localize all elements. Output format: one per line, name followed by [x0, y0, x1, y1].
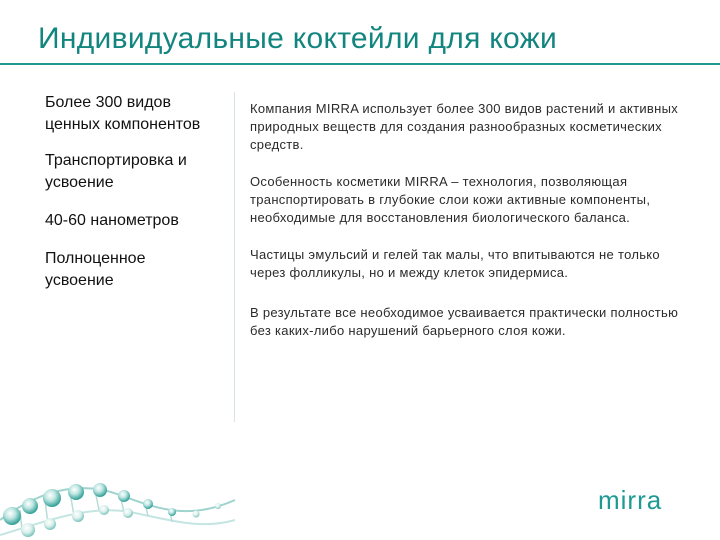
key-point-absorption: Полноценное усвоение — [45, 250, 146, 289]
description-column — [250, 100, 690, 340]
page-title: Индивидуальные коктейли для кожи — [38, 22, 558, 55]
key-point-nanometers: 40-60 нанометров — [45, 212, 179, 229]
title-underline — [0, 63, 720, 65]
paragraph-components: Компания MIRRA использует более 300 видов растений и активных природных веществ для создания разнообразных косметических средств. — [250, 101, 679, 152]
dna-helix-decoration-icon — [0, 450, 240, 540]
key-point-components: Более 300 видов ценных компонентов — [45, 94, 201, 133]
paragraph-result: В результате все необходимое усваивается практически полностью без каких-либо нарушений барьерного слоя кожи. — [250, 305, 679, 338]
mirra-logo — [598, 488, 696, 514]
paragraph-technology: Особенность косметики MIRRA – технология, позволяющая транспортировать в глубокие слои кожи активные компоненты, необходимые для восстановления биологического баланса. — [250, 174, 651, 225]
column-divider — [234, 92, 235, 422]
svg-text:mirra: mirra — [598, 488, 663, 514]
key-points-column — [45, 92, 235, 292]
key-point-transport: Транспортировка и усвоение — [45, 152, 187, 191]
paragraph-particles: Частицы эмульсий и гелей так малы, что впитываются не только через фолликулы, но и между клеток эпидермиса. — [250, 247, 660, 280]
